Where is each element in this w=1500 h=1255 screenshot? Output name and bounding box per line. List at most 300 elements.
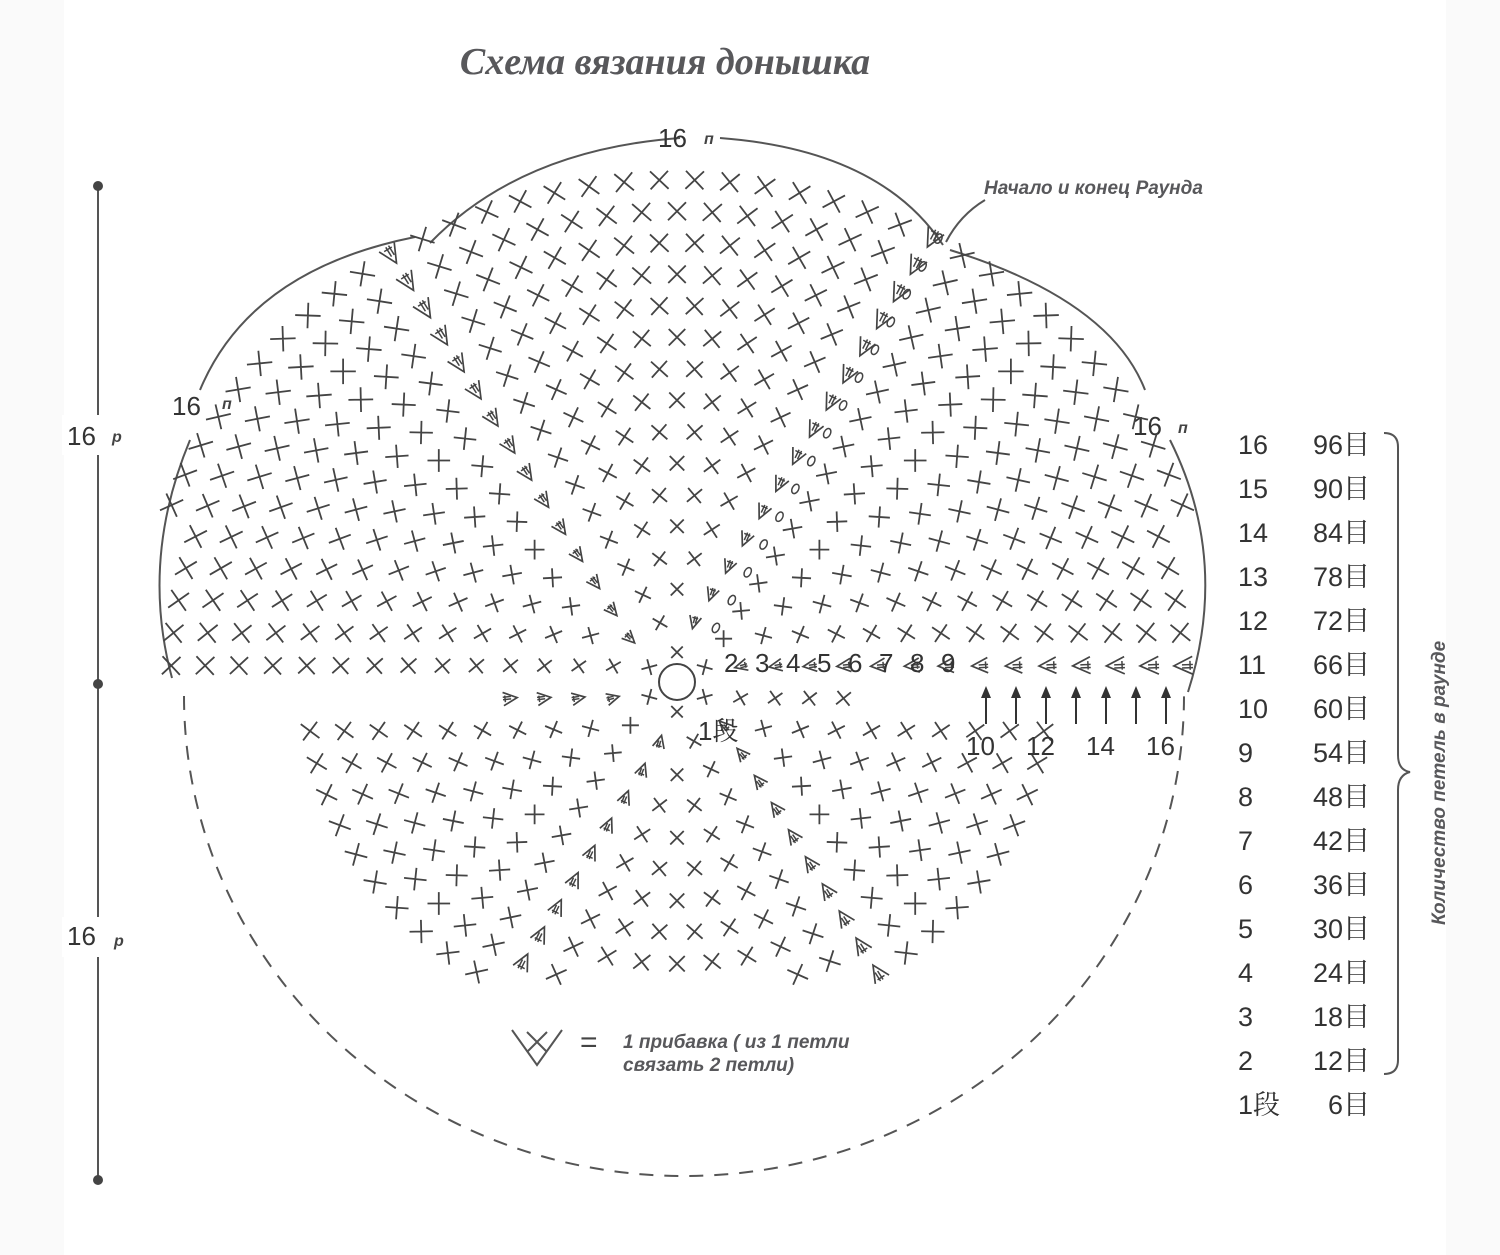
round-number-lower: 14 [1086,731,1115,761]
single-crochet-icon [335,722,353,740]
increase-stitch-icon [530,923,551,945]
increase-stitch-icon [465,380,488,404]
single-crochet-icon [449,593,468,612]
increase-stitch-icon [1174,656,1194,674]
single-crochet-icon [237,590,258,611]
single-crochet-icon [517,880,538,901]
single-crochet-icon [670,456,685,471]
single-crochet-icon [721,493,738,510]
increase-stitch-icon [600,815,618,833]
single-crochet-icon [887,593,906,612]
single-crochet-icon [164,623,184,643]
single-crochet-icon [651,297,669,315]
single-crochet-icon [1007,281,1032,306]
single-crochet-icon [489,860,510,881]
single-crochet-icon [461,309,485,333]
single-crochet-icon [463,781,483,801]
single-crochet-icon [582,627,599,644]
single-crochet-icon [932,624,950,642]
single-crochet-icon [569,799,588,818]
single-crochet-icon [485,594,504,613]
single-crochet-icon [792,721,809,738]
single-crochet-icon [509,625,526,642]
single-crochet-icon [827,511,847,531]
single-crochet-icon [385,445,408,468]
single-crochet-icon [563,937,583,957]
single-crochet-icon [454,914,477,937]
single-crochet-icon [652,488,667,503]
single-crochet-icon [1111,525,1134,548]
increase-stitch-icon [703,586,719,603]
increase-stitch-icon [836,364,859,387]
single-crochet-icon [1017,559,1038,580]
single-crochet-icon [685,234,704,253]
single-crochet-icon [1058,326,1083,351]
single-crochet-icon [307,753,327,773]
single-crochet-icon [922,592,941,611]
increase-stitch-icon [534,491,554,512]
table-round-number: 7 [1238,826,1254,856]
increase-stitch-icon [482,407,504,430]
increase-stitch-icon [605,691,620,706]
single-crochet-icon [866,381,889,404]
single-crochet-icon [1026,438,1050,462]
single-crochet-icon [755,176,776,197]
single-crochet-icon [948,842,970,864]
single-crochet-icon [464,506,485,527]
single-crochet-icon [703,330,721,348]
single-crochet-icon [986,441,1010,465]
single-crochet-icon [1136,623,1156,643]
single-crochet-icon [1165,590,1186,611]
single-crochet-icon [805,218,827,240]
single-crochet-icon [816,463,837,484]
single-crochet-icon [819,950,841,972]
single-crochet-icon [442,213,466,237]
single-crochet-icon [810,540,830,560]
single-crochet-icon [737,270,757,290]
single-crochet-icon [1098,495,1122,519]
single-crochet-icon [1122,557,1144,579]
single-crochet-icon [1052,558,1073,579]
single-crochet-icon [562,276,583,297]
single-crochet-icon [871,240,895,264]
single-crochet-icon [632,203,651,222]
single-crochet-icon [687,424,703,440]
table-round-number: 1段 [1238,1090,1281,1120]
single-crochet-icon [721,428,739,446]
single-crochet-icon [844,483,865,504]
single-crochet-icon [561,211,582,232]
single-crochet-icon [581,909,600,928]
single-crochet-icon [545,313,566,334]
single-crochet-icon [869,506,890,527]
single-crochet-icon [754,909,773,928]
single-crochet-icon [754,435,773,454]
single-crochet-icon [802,691,817,706]
table-brace [1384,433,1410,1074]
single-crochet-icon [878,914,901,937]
up-arrow-icon [1131,686,1141,724]
single-crochet-icon [813,751,831,769]
single-crochet-icon [1035,624,1054,643]
increase-stitch-icon [736,530,754,548]
table-stitch-count: 84目 [1312,518,1370,548]
single-crochet-icon [350,261,375,286]
single-crochet-icon [671,769,684,782]
single-crochet-icon [528,351,549,372]
single-crochet-icon [449,753,468,772]
single-crochet-icon [510,256,533,279]
single-crochet-icon [264,657,282,675]
single-crochet-icon [704,826,720,842]
single-crochet-icon [494,295,517,318]
single-crochet-icon [703,203,722,222]
single-crochet-icon [813,595,831,613]
single-crochet-icon [828,625,845,642]
single-crochet-icon [871,781,891,801]
table-stitch-count: 42目 [1312,826,1370,856]
single-crochet-icon [792,777,811,796]
round-number-lower: 12 [1026,731,1055,761]
single-crochet-icon [513,392,535,414]
single-crochet-icon [768,691,782,705]
single-crochet-icon [703,761,719,777]
single-crochet-icon [485,752,504,771]
single-crochet-icon [929,812,950,833]
single-crochet-icon [783,519,802,538]
single-crochet-icon [651,424,667,440]
single-crochet-icon [377,753,396,772]
single-crochet-icon [616,493,633,510]
single-crochet-icon [615,363,633,381]
increase-stitch-icon [617,788,634,806]
round-number-lower: 16 [1146,731,1175,761]
single-crochet-icon [671,646,683,658]
single-crochet-icon [697,659,713,675]
single-crochet-icon [738,947,757,966]
single-crochet-icon [850,594,869,613]
single-crochet-icon [523,751,541,769]
single-crochet-icon [198,623,218,643]
increase-stitch-icon [769,474,789,494]
single-crochet-icon [419,372,443,396]
single-crochet-icon [650,234,669,253]
single-crochet-icon [329,814,351,836]
increase-stitch-icon [1106,657,1125,675]
increase-stitch-icon [1140,656,1160,675]
single-crochet-icon [306,383,331,408]
legend-equals: = [580,1026,598,1059]
single-crochet-icon [483,934,505,956]
increase-stitch-icon [786,447,806,468]
chain-stitch-icon [886,316,896,328]
increase-stitch-icon [379,242,404,268]
lower-dashed-circle [184,696,1184,1176]
single-crochet-icon [899,325,923,349]
table-round-number: 10 [1238,694,1269,724]
single-crochet-icon [426,783,446,803]
single-crochet-icon [245,406,270,431]
single-crochet-icon [633,330,651,348]
single-crochet-icon [945,560,965,580]
arc-label-right-count: 16 [1133,411,1162,441]
single-crochet-icon [330,359,355,384]
single-crochet-icon [898,625,915,642]
table-round-number: 13 [1238,562,1269,592]
single-crochet-icon [598,399,617,418]
table-stitch-count: 24目 [1312,958,1370,988]
increase-stitch-icon [586,574,605,593]
single-crochet-icon [832,780,851,799]
increase-stitch-icon [971,657,988,673]
single-crochet-icon [342,753,362,773]
single-crochet-icon [787,379,808,400]
increase-stitch-icon [866,961,889,985]
single-crochet-icon [404,868,427,891]
single-crochet-icon [1103,434,1128,459]
increase-stitch-icon [833,907,855,929]
single-crochet-icon [385,896,408,919]
single-crochet-icon [799,491,819,511]
single-crochet-icon [823,190,845,212]
single-crochet-icon [1087,558,1109,580]
single-crochet-icon [352,784,373,805]
single-crochet-icon [546,379,567,400]
single-crochet-icon [543,777,562,796]
single-crochet-icon [226,434,251,459]
single-crochet-icon [471,455,493,477]
increase-stitch-icon [1039,657,1057,674]
single-crochet-icon [443,811,464,832]
top-arc-right [950,250,1145,390]
single-crochet-icon [616,428,634,446]
single-crochet-icon [720,788,737,805]
round-number: 3 [755,648,770,678]
single-crochet-icon [828,722,845,739]
increase-stitch-icon [565,870,585,890]
single-crochet-icon [444,282,468,306]
single-crochet-icon [479,337,502,360]
single-crochet-icon [383,842,405,864]
increase-stitch-icon [749,772,768,791]
single-crochet-icon [948,500,970,522]
single-crochet-icon [483,808,503,828]
single-crochet-icon [981,784,1002,805]
single-crochet-icon [427,892,450,915]
single-crochet-icon [345,843,368,866]
single-crochet-icon [616,854,633,871]
single-crochet-icon [202,590,223,611]
single-crochet-icon [537,659,552,674]
single-crochet-icon [738,399,757,418]
increase-stitch-icon [768,659,783,673]
increase-stitch-icon [816,880,837,901]
single-crochet-icon [295,303,320,328]
single-crochet-icon [669,329,686,346]
increase-stitch-icon [447,352,471,376]
single-crochet-icon [827,832,847,852]
single-crochet-icon [545,626,562,643]
start-marker-curve [946,200,985,242]
single-crochet-icon [348,387,373,412]
single-crochet-icon [909,503,931,525]
legend [512,1026,850,1076]
single-crochet-icon [788,247,810,269]
single-crochet-icon [771,276,792,297]
single-crochet-icon [439,625,456,642]
single-crochet-icon [307,591,327,611]
single-crochet-icon [1096,590,1117,611]
single-crochet-icon [454,427,477,450]
increase-stitch-icon [732,744,750,762]
single-crochet-icon [967,870,990,893]
single-crochet-icon [483,535,503,555]
single-crochet-icon [366,657,382,673]
single-crochet-icon [579,240,600,261]
single-crochet-icon [635,587,651,603]
single-crochet-icon [580,370,600,390]
single-crochet-icon [652,861,667,876]
increase-stitch-icon [1005,657,1023,674]
increase-stitch-icon [604,602,622,620]
single-crochet-icon [1040,527,1062,549]
single-crochet-icon [844,860,865,881]
single-crochet-icon [803,923,824,944]
single-crochet-icon [1064,436,1089,461]
single-crochet-icon [220,525,243,548]
increase-stitch-icon [536,691,551,706]
single-crochet-icon [908,783,928,803]
single-crochet-icon [1120,464,1144,488]
single-crochet-icon [1157,463,1181,487]
single-crochet-icon [670,893,685,908]
single-crochet-icon [492,228,515,251]
single-crochet-icon [210,464,234,488]
single-crochet-icon [921,920,944,943]
single-crochet-icon [1061,496,1084,519]
single-crochet-icon [1003,814,1025,836]
single-crochet-icon [367,416,391,440]
single-crochet-icon [548,448,568,468]
increase-stitch-icon [687,615,702,630]
single-crochet-icon [774,748,792,766]
round-number: 6 [848,648,863,678]
stitch-symbols [160,171,1194,985]
single-crochet-icon [945,445,968,468]
single-crochet-icon [1171,494,1194,517]
single-crochet-icon [687,861,702,876]
single-crochet-icon [345,498,368,521]
single-crochet-icon [890,533,911,554]
single-crochet-icon [329,528,351,550]
single-crochet-icon [502,780,521,799]
single-crochet-icon [489,483,510,504]
chain-stitch-icon [758,539,768,551]
single-crochet-icon [377,592,396,611]
single-crochet-icon [475,200,498,223]
single-crochet-icon [686,361,703,378]
increase-stitch-icon [802,658,817,673]
single-crochet-icon [523,595,541,613]
single-crochet-icon [703,266,722,285]
round-number: 4 [786,648,801,678]
single-crochet-icon [572,659,586,673]
increase-stitch-icon [903,253,928,278]
single-crochet-icon [587,771,605,789]
single-crochet-icon [737,206,757,226]
single-crochet-icon [401,344,426,369]
single-crochet-icon [435,658,451,674]
single-crochet-icon [832,565,851,584]
single-crochet-icon [527,284,549,306]
single-crochet-icon [945,896,968,919]
up-arrow-icon [981,686,991,724]
single-crochet-icon [652,552,667,567]
single-crochet-icon [966,529,988,551]
single-crochet-icon [687,924,703,940]
single-crochet-icon [247,465,271,489]
single-crochet-icon [810,805,830,825]
single-crochet-icon [721,363,739,381]
single-crochet-icon [878,427,901,450]
single-crochet-icon [856,200,879,223]
single-crochet-icon [883,353,906,376]
chain-stitch-icon [870,344,880,356]
single-crochet-icon [863,722,880,739]
single-crochet-icon [871,563,891,583]
height-label-lower-count: 16 [67,921,96,951]
single-crochet-icon [704,522,720,538]
increase-stitch-icon [548,896,568,917]
single-crochet-icon [423,839,445,861]
single-crochet-icon [822,256,845,279]
single-crochet-icon [189,433,213,457]
single-crochet-icon [507,511,527,531]
single-crochet-icon [769,869,788,888]
single-crochet-icon [266,380,291,405]
single-crochet-icon [755,720,772,737]
single-crochet-icon [945,316,970,341]
single-crochet-icon [909,839,931,861]
up-arrow-icon [1041,686,1051,724]
single-crochet-icon [1004,412,1029,437]
single-crochet-icon [476,268,500,292]
up-arrow-icon [1011,686,1021,724]
chain-stitch-icon [727,594,737,606]
single-crochet-icon [285,466,309,490]
round-number: 7 [879,648,894,678]
single-crochet-icon [966,624,984,642]
single-crochet-icon [805,284,827,306]
single-crochet-icon [534,853,554,873]
chain-stitch-icon [806,455,816,467]
increase-stitch-icon [499,435,521,457]
single-crochet-icon [342,591,362,611]
single-crochet-icon [788,313,809,334]
height-label-upper-unit: р [112,429,122,446]
increase-stitch-icon [571,691,586,705]
single-crochet-icon [370,722,388,740]
single-crochet-icon [247,351,272,376]
single-crochet-icon [993,753,1013,773]
single-crochet-icon [616,919,634,937]
increase-stitch-icon [413,297,438,323]
up-arrow-icon [1071,686,1081,724]
table-stitch-count: 48目 [1312,782,1370,812]
single-crochet-icon [685,171,704,190]
round-number: 2 [724,648,739,678]
